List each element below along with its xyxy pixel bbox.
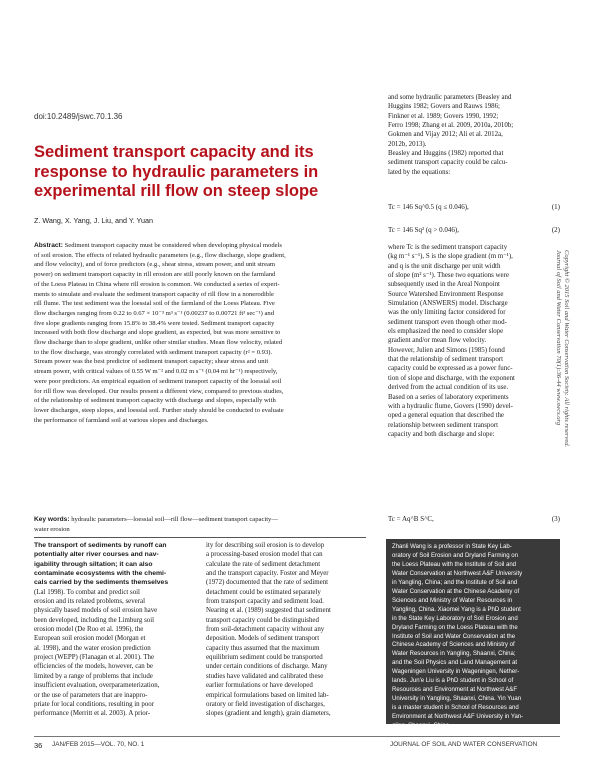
body-line: oratory or field investigation of discharges,: [206, 700, 325, 708]
equation-2: [388, 226, 560, 234]
abstract-line: for rill flow was developed. Our results present a different view, compared to previous studies,: [34, 387, 284, 395]
bio-line: is a master student in School of Resources and: [392, 705, 519, 712]
body-line: transport capacity could be distinguished: [206, 616, 319, 624]
abstract-line: flow discharges ranging from 0.22 to 0.67 × 10⁻³ m³ s⁻¹ (0.00237 to 0.00721 ft³ sec⁻¹) and: [34, 309, 275, 317]
body-line: priate for local conditions, resulting in poor: [34, 700, 154, 708]
lead-paragraph: potentially alter river courses and nav-: [34, 551, 159, 559]
body-line: Gokmen and Vijay 2012; Ali et al. 2012a,: [388, 131, 503, 139]
bio-line: Dryland Farming on the Loess Plateau with the: [392, 624, 518, 631]
equation-text: Tc = Aq^B S^C,: [388, 515, 434, 523]
body-line: Source Watershed Environment Response: [388, 290, 504, 298]
abstract-line: Abstract: Sediment transport capacity must be considered when developing physical models: [34, 242, 282, 249]
body-line: subsequently used in the Areal Nonpoint: [388, 281, 500, 289]
bio-line: Chinese Academy of Sciences and Ministry of: [392, 642, 515, 649]
equation-number: (2): [551, 226, 560, 234]
bio-line: Water Conservation at Northwest A&F University: [392, 570, 523, 577]
abstract-line: to the flow discharge, was strongly correlated with sediment transport capacity (r² = 0.93).: [34, 348, 273, 356]
body-line: Beasley and Huggins (1982) reported that: [388, 150, 504, 158]
body-line: studies have validated and calibrated these: [206, 672, 324, 680]
body-line: sediment transport even though other mod-: [388, 318, 507, 326]
body-line: from transport capacity and sediment load.: [206, 598, 324, 606]
bio-line: Environment at Northwest A&F University in Yan-: [392, 714, 524, 721]
bio-line: Zhanli Wang is a professor in State Key Lab-: [392, 544, 512, 550]
body-line: insufficient evaluation, overparameterization,: [34, 682, 160, 690]
body-line: calculate the rate of sediment detachment: [206, 560, 321, 568]
body-line: where Tc is the sediment transport capacity: [388, 244, 508, 251]
bio-line: Yangling, China. Xiaomei Yang is a PhD student: [392, 606, 521, 613]
bio-line: gling, Shaanxi, China.: [392, 723, 451, 730]
body-line: limited by a range of problems that include: [34, 672, 153, 680]
body-line: However, Julien and Simons (1985) found: [388, 346, 505, 354]
abstract-line: stream power, with critical values of 0.55 W m⁻² and 0.02 m s⁻¹ (0.04 mi hr⁻¹) respectively,: [34, 368, 278, 376]
abstract-line: increased with both flow discharge and slope gradient, as expected, but was more sensitive to: [34, 329, 281, 337]
title-line: response to hydraulic parameters in: [34, 162, 319, 181]
abstract-line: Stream power was the best predictor of sediment transport capacity; shear stress and unit: [34, 358, 269, 366]
footer-divider: [34, 736, 560, 737]
body-column-1: [34, 541, 191, 719]
abstract-line: of soil erosion. The effects of related hydraulic parameters (e.g., flow discharge, slope gradient,: [34, 251, 286, 259]
keywords: Key words: hydraulic parameters—loessial soil—rill flow—sediment transport capacity— water erosion: [34, 516, 278, 533]
page-number: 36: [34, 741, 43, 750]
lead-paragraph: cals carried by the sediments themselves: [34, 579, 169, 587]
body-line: (Lal 1998). To combat and predict soil: [34, 588, 140, 596]
bio-line: oratory of Soil Erosion and Dryland Farming on: [392, 552, 519, 559]
lead-paragraph: contaminate ecosystems with the chemi-: [34, 570, 167, 578]
body-line: oped a general equation that described the: [388, 412, 504, 420]
bio-line: Resources and Environment at Northwest A&F: [392, 687, 518, 694]
body-line: capacity thus assumed that the maximum: [206, 644, 320, 652]
abstract-line: were poor predictors. An empirical equation of sediment transport capacity of the loessial soil: [34, 377, 282, 385]
body-line: gradient and/or mean flow velocity.: [388, 337, 487, 345]
body-line: performance (Merritt et al. 2003). A prior-: [34, 710, 151, 718]
body-line: 2012b, 2013).: [388, 140, 427, 148]
body-line: under certain conditions of discharge. Many: [206, 663, 328, 671]
body-line: ity for describing soil erosion is to develop: [206, 542, 325, 549]
copyright-notice: Copyright © 2015 Soil and Water Conservation Society. All rights reserved. Journal of Soil and Water Conservation 70(1):36-44 www.swcs.org: [555, 250, 570, 448]
abstract-line: and flow velocity), and of force predictors (e.g., shear stress, stream power, and unit stream: [34, 261, 276, 269]
body-line: Ferro 1998; Zhang et al. 2009, 2010a, 2010b;: [388, 122, 514, 130]
bio-line: Wageningen University in Wageningen, Nether-: [392, 669, 520, 676]
equation-1: [388, 203, 560, 211]
body-line: erosion model (De Roo et al. 1996), the: [34, 626, 144, 634]
body-line: Simulation (ANSWERS) model. Discharge: [388, 300, 508, 308]
section-divider: [34, 537, 366, 538]
abstract-line: ments to simulate and evaluate the sediment transport capacity of rill flow in a nonerodible: [34, 290, 274, 298]
body-line: al. 1998), and the water erosion prediction: [34, 644, 151, 652]
lead-paragraph: igability through siltation; it can also: [34, 560, 153, 568]
abstract: [34, 241, 364, 425]
bio-line: in Yangling, China; and the Institute of Soil and: [392, 579, 518, 586]
bio-line: lands. Jun'e Liu is a PhD student in School of: [392, 678, 514, 685]
body-line: capacity and both discharge and slope:: [388, 430, 495, 438]
equation-number: (3): [551, 515, 560, 523]
body-line: capacity could be expressed as a power func-: [388, 365, 513, 373]
body-line: Huggins 1982; Govers and Rauws 1986;: [388, 103, 500, 111]
body-line: (1972) documented that the rate of sediment: [206, 579, 329, 587]
article-title: [34, 143, 364, 202]
body-column-3-mid: [388, 243, 560, 439]
title-line: Sediment transport capacity and its: [34, 143, 314, 161]
issue-info: JAN/FEB 2015—VOL. 70, NO. 1: [52, 741, 145, 748]
bio-line: Water Conservation at the Chinese Academy of: [392, 588, 520, 595]
body-line: equilibrium sediment could be transported: [206, 654, 323, 662]
equation-3: [388, 515, 560, 523]
body-line: was the only limiting factor considered for: [388, 309, 506, 317]
body-line: empirical formulations based on limited lab-: [206, 691, 329, 699]
keywords-label: Key words:: [34, 516, 70, 523]
body-line: efficiencies of the models, however, can be: [34, 663, 153, 671]
body-line: erosion and its related problems, several: [34, 598, 145, 606]
bio-line: and the Soil Physics and Land Management at: [392, 660, 518, 667]
equation-number: (1): [551, 203, 560, 211]
body-line: earlier formulations or have developed: [206, 682, 313, 690]
abstract-line: rill flume. The test sediment was the loessial soil of the farmland of the Loess Plateau. Five: [34, 300, 275, 308]
body-line: and some hydraulic parameters (Beasley and: [388, 94, 512, 101]
body-line: lated by the equations:: [388, 168, 451, 176]
body-line: deposition. Models of sediment transport: [206, 635, 320, 643]
body-column-2: [206, 541, 366, 719]
body-line: physically based models of soil erosion have: [34, 607, 158, 615]
body-line: els emphasized the need to consider slope: [388, 328, 504, 336]
body-column-3-top: [388, 93, 560, 177]
abstract-line: the performance of farmland soil at various slopes and discharges.: [34, 416, 209, 424]
body-line: relationship between sediment transport: [388, 421, 499, 429]
body-line: from soil-detachment capacity without any: [206, 626, 325, 634]
author-bio-box: [386, 539, 560, 730]
body-line: derived from the actual condition of its use.: [388, 384, 509, 392]
abstract-line: of the Loess Plateau in China where rill erosion is common. We conducted a series of experi-: [34, 280, 280, 288]
body-line: with a hydraulic flume, Govers (1990) devel-: [388, 402, 513, 410]
title-line: experimental rill flow on steep slope: [34, 182, 319, 200]
bio-line: in the State Key Laboratory of Soil Erosion and: [392, 615, 518, 622]
abstract-line: flow discharge than to slope gradient, unlike other similar studies. Mean flow velocity, related: [34, 339, 283, 347]
body-line: Based on a series of laboratory experiments: [388, 393, 509, 401]
body-line: a processing-based erosion model that can: [206, 551, 323, 559]
body-line: sediment transport capacity could be calcu-: [388, 159, 508, 167]
bio-line: Water Resources in Yangling, Shaanxi, China;: [392, 651, 516, 658]
equation-text: Tc = 146 Sq² (q > 0.046),: [388, 226, 459, 234]
abstract-line: lower discharges, steep slopes, and loessial soil. Further study should be conducted to evaluate: [34, 406, 284, 414]
abstract-line: five slope gradients ranging from 15.8% to 38.4% were tested. Sediment transport capacity: [34, 319, 275, 327]
body-line: Finkner et al. 1989; Govers 1990, 1992;: [388, 112, 499, 120]
body-line: or the use of parameters that are inappro-: [34, 691, 148, 699]
body-line: European soil erosion model (Morgan et: [34, 635, 146, 643]
body-line: and q is the unit discharge per unit width: [388, 262, 501, 270]
bio-line: Institute of Soil and Water Conservation at the: [392, 633, 516, 640]
equation-text: Tc = 146 Sq^0.5 (q ≤ 0.046),: [388, 203, 469, 211]
body-line: Nearing et al. (1989) suggested that sediment: [206, 607, 331, 615]
abstract-label: Abstract:: [34, 242, 63, 249]
body-line: and the transport capacity. Foster and Meyer: [206, 570, 329, 578]
abstract-line: power) on sediment transport capacity in rill erosion are still poorly known on the farmland: [34, 271, 276, 279]
body-line: of slope (m² s⁻¹). These two equations were: [388, 272, 509, 280]
body-line: slopes (gradient and length), grain diameters,: [206, 710, 331, 718]
authors: Z. Wang, X. Yang, J. Liu, and Y. Yuan: [34, 216, 153, 225]
bio-line: the Loess Plateau with the Institute of Soil and: [392, 561, 517, 568]
body-line: that the relationship of sediment transport: [388, 356, 504, 364]
doi-label: doi:10.2489/jswc.70.1.36: [34, 112, 123, 121]
body-line: been developed, including the Limburg soil: [34, 616, 155, 624]
body-line: (kg m⁻¹ s⁻¹), S is the slope gradient (m m⁻¹),: [388, 253, 513, 261]
body-line: project (WEPP) (Flanagan et al. 2001). The: [34, 654, 155, 662]
journal-name: JOURNAL OF SOIL AND WATER CONSERVATION: [390, 741, 538, 748]
lead-paragraph: The transport of sediments by runoff can: [34, 542, 167, 549]
bio-line: Sciences and Ministry of Water Resources in: [392, 597, 513, 604]
body-line: detachment could be estimated separately: [206, 588, 321, 596]
abstract-line: of the relationship of sediment transport capacity with discharge and slopes, especially with: [34, 397, 276, 405]
body-line: tion of slope and discharge, with the exponent: [388, 374, 515, 382]
bio-line: University in Yangling, Shaanxi, China. Yin Yuan: [392, 696, 522, 703]
